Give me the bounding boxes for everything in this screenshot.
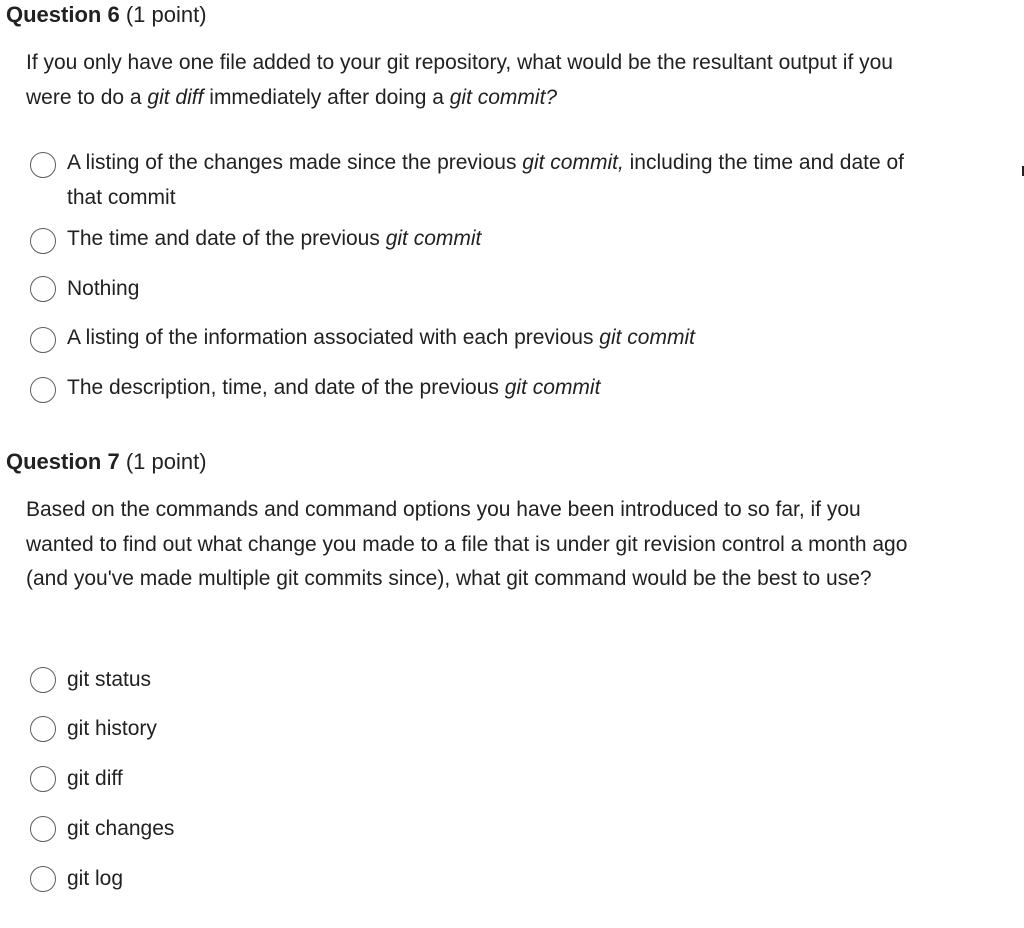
answer-option-label: [67, 272, 927, 307]
question-points: (1 point): [125, 449, 207, 474]
question-7-header: [6, 449, 207, 475]
answer-option-label: git status: [67, 668, 152, 691]
question-7-text: Based on the commands and command options you have been introduced to so far, if you wanted to find out what change you made to a file that is under git revision control a month ago (and you've made multiple git commits since), what git command would be the best to use?: [26, 498, 908, 590]
option-text-emphasis: git commit: [504, 376, 601, 399]
answer-option-label: git history: [67, 717, 157, 740]
answer-option-label: git changes: [67, 817, 175, 840]
option-text-emphasis: git commit: [599, 326, 695, 349]
radio-button[interactable]: [30, 276, 56, 302]
option-text: The time and date of the previous: [67, 227, 386, 250]
radio-button[interactable]: [30, 866, 56, 892]
radio-button[interactable]: [30, 327, 56, 353]
option-text: A listing of the changes made since the previous: [67, 151, 523, 174]
radio-button[interactable]: [30, 152, 56, 178]
answer-option-label: [67, 321, 927, 356]
question-text-emphasis: git commit?: [449, 85, 558, 109]
question-title: Question 6: [6, 2, 120, 27]
radio-button[interactable]: [30, 766, 56, 792]
radio-button[interactable]: [30, 716, 56, 742]
question-6-text: [26, 46, 926, 115]
option-text: including the time and date of that commit: [67, 151, 904, 209]
question-text-emphasis: git diff: [147, 85, 204, 109]
answer-option-label: [67, 371, 927, 406]
radio-button[interactable]: [30, 228, 56, 254]
question-title: Question 7: [6, 449, 120, 474]
answer-option-label: [67, 222, 927, 257]
question-points: (1 point): [125, 2, 207, 27]
answer-option-label: git log: [67, 867, 124, 890]
option-text-emphasis: git commit,: [522, 151, 624, 174]
option-text: The description, time, and date of the previous: [67, 376, 505, 399]
radio-button[interactable]: [30, 377, 56, 403]
question-text-part: immediately after doing a: [203, 85, 450, 109]
option-text-emphasis: git commit: [385, 227, 482, 250]
radio-button[interactable]: [30, 816, 56, 842]
answer-option-label: git diff: [67, 767, 123, 790]
option-text: A listing of the information associated with each previous: [67, 326, 600, 349]
radio-button[interactable]: [30, 667, 56, 693]
question-text-part: If you only have one file added to your git repository, what would be the resultant output if you were to do a: [26, 51, 893, 109]
question-6-header: [6, 2, 207, 28]
answer-option-label: [67, 146, 927, 215]
option-text: Nothing: [67, 277, 140, 300]
